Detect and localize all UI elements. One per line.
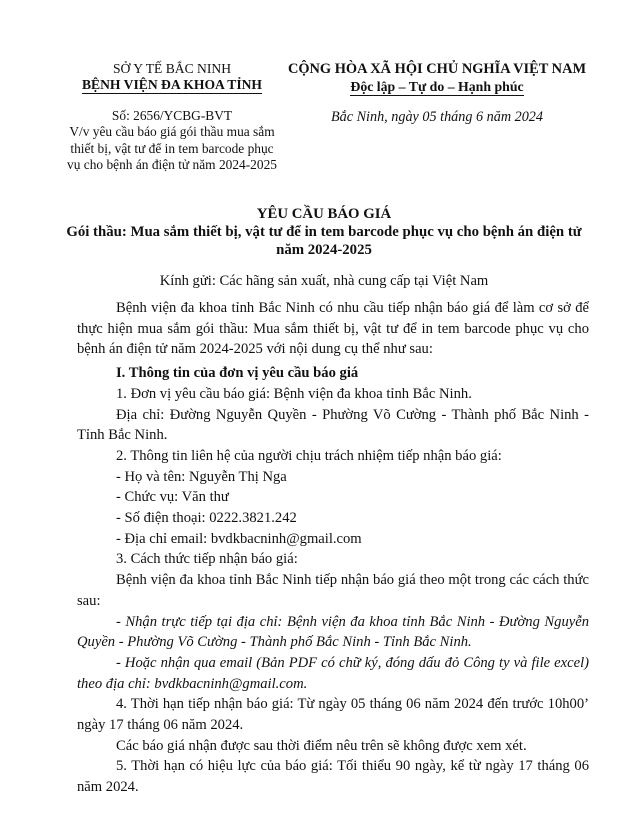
- contact-role: - Chức vụ: Văn thư: [116, 489, 229, 506]
- receipt-method-desc: Bệnh viện đa khoa tỉnh Bắc Ninh tiếp nhận báo giá theo một trong các cách thức sau:: [77, 572, 589, 609]
- title-line: YÊU CẦU BÁO GIÁ: [256, 206, 392, 222]
- issuer-block: [64, 60, 280, 94]
- organization-name: BỆNH VIỆN ĐA KHOA TỈNH: [81, 77, 263, 92]
- national-motto: Độc lập – Tự do – Hạnh phúc: [350, 79, 524, 94]
- intro-paragraph: Bệnh viện đa khoa tỉnh Bắc Ninh có nhu cầu tiếp nhận báo giá để làm cơ sở để thực hiện mua sắm gói thầu: Mua sắm thiết bị, vật tư để in tem barcode phục vụ cho bệnh án điện tử năm 2024-2025 với nội dung cụ thể như sau:: [77, 300, 589, 358]
- receipt-method-item: 3. Cách thức tiếp nhận báo giá:: [116, 551, 298, 568]
- contact-name: - Họ và tên: Nguyễn Thị Nga: [116, 468, 287, 485]
- agency-name: SỞ Y TẾ BẮC NINH: [112, 61, 232, 76]
- document-date: Bắc Ninh, ngày 05 tháng 6 năm 2024: [330, 109, 543, 125]
- document-number: Số: 2656/YCBG-BVT: [111, 108, 233, 123]
- package-title: Gói thầu: Mua sắm thiết bị, vật tư để in tem barcode phục vụ cho bệnh án điện tử năm 2024-2025: [66, 224, 582, 258]
- document-reference: [64, 108, 280, 174]
- national-header: [286, 60, 588, 96]
- contact-item: 2. Thông tin liên hệ của người chịu trách nhiệm tiếp nhận báo giá:: [116, 447, 502, 464]
- contact-email: - Địa chỉ email: bvdkbacninh@gmail.com: [116, 530, 362, 547]
- document-subject: V/v yêu cầu báo giá gói thầu mua sắm thiết bị, vật tư để in tem barcode phục vụ cho bệnh án điện tử năm 2024-2025: [67, 124, 277, 173]
- requester-item: 1. Đơn vị yêu cầu báo giá: Bệnh viện đa khoa tỉnh Bắc Ninh.: [116, 385, 472, 402]
- contact-phone: - Số điện thoại: 0222.3821.242: [116, 510, 297, 527]
- validity-item: 5. Thời hạn có hiệu lực của báo giá: Tối thiểu 90 ngày, kể từ ngày 17 tháng 06 năm 2024.: [77, 758, 589, 796]
- document-title: [60, 205, 588, 259]
- document-body: [77, 298, 589, 798]
- deadline-item: 4. Thời hạn tiếp nhận báo giá: Từ ngày 05 tháng 06 năm 2024 đến trước 10h00’ ngày 17 tháng 06 năm 2024.: [77, 696, 589, 734]
- recipient-line: Kính gửi: Các hãng sản xuất, nhà cung cấp tại Việt Nam: [159, 273, 489, 289]
- receipt-method-email: - Hoặc nhận qua email (Bản PDF có chữ ký, đóng dấu đỏ Công ty và file excel) theo địa chỉ: bvdkbacninh@gmail.com.: [77, 654, 589, 692]
- address-paragraph: Địa chỉ: Đường Nguyễn Quyền - Phường Võ Cường - Thành phố Bắc Ninh - Tỉnh Bắc Ninh.: [77, 406, 589, 444]
- deadline-note: Các báo giá nhận được sau thời điểm nêu trên sẽ không được xem xét.: [116, 737, 527, 754]
- receipt-method-direct: - Nhận trực tiếp tại địa chỉ: Bệnh viện đa khoa tỉnh Bắc Ninh - Đường Nguyễn Quyền - Phường Võ Cường - Thành phố Bắc Ninh - Tỉnh Bắc Ninh.: [77, 613, 589, 651]
- nation-name: CỘNG HÒA XÃ HỘI CHỦ NGHĨA VIỆT NAM: [287, 61, 587, 77]
- section-heading: I. Thông tin của đơn vị yêu cầu báo giá: [116, 365, 359, 382]
